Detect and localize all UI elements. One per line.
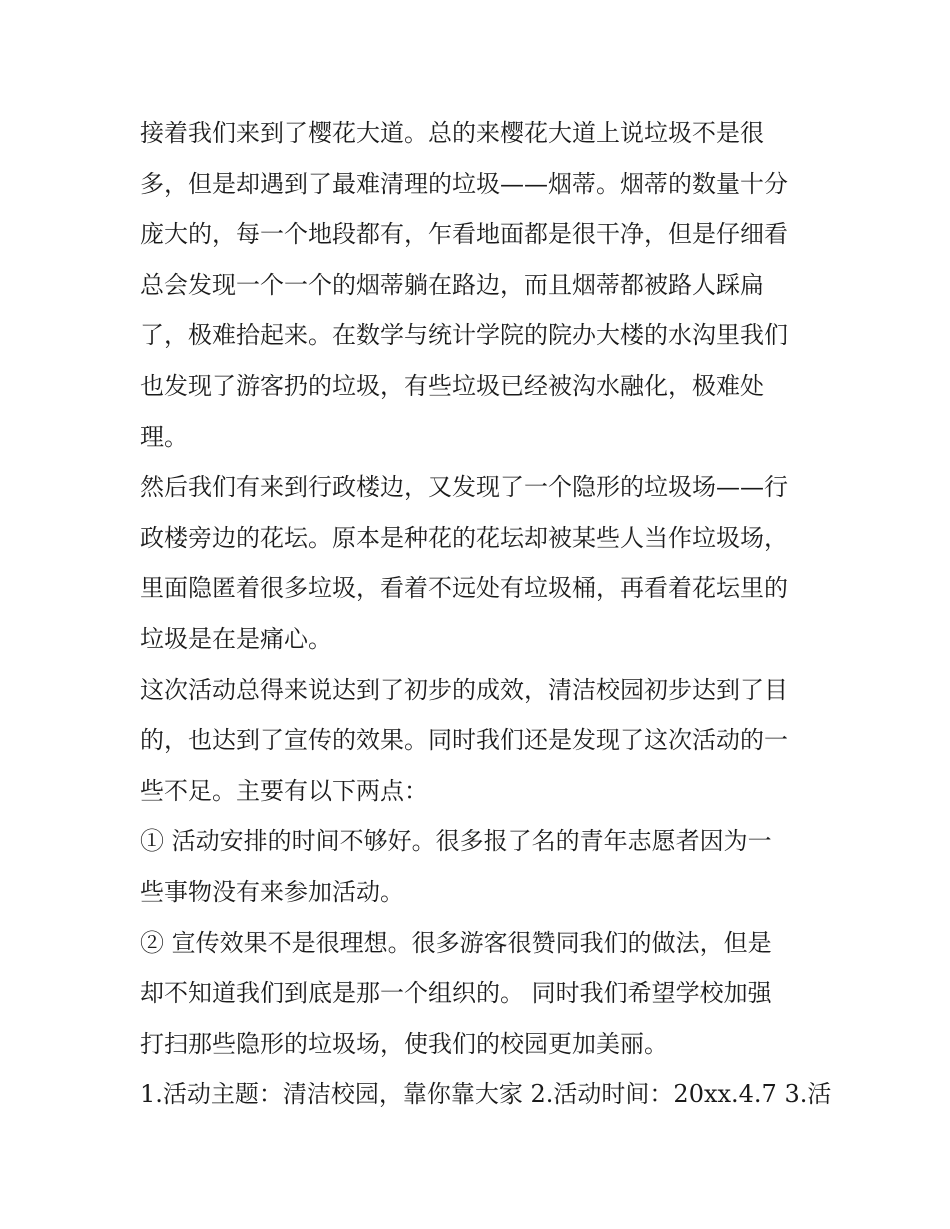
text-line: 接着我们来到了樱花大道。总的来樱花大道上说垃圾不是很 bbox=[140, 119, 764, 147]
text-line: 里面隐匿着很多垃圾，看着不远处有垃圾桶，再看着花坛里的 bbox=[140, 574, 788, 603]
text-line: 庞大的，每一个地段都有，乍看地面都是很干净，但是仔细看 bbox=[140, 220, 788, 249]
text-line: 也发现了游客扔的垃圾，有些垃圾已经被沟水融化，极难处 bbox=[140, 371, 764, 400]
text-line: 政楼旁边的花坛。原本是种花的花坛却被某些人当作垃圾场， bbox=[140, 523, 788, 552]
text-line: 垃圾是在是痛心。 bbox=[140, 624, 332, 653]
list-item-1: ① 活动安排的时间不够好。很多报了名的青年志愿者因为一 bbox=[140, 827, 772, 856]
text-line: 却不知道我们到底是那一个组织的。 同时我们希望学校加强 bbox=[140, 979, 772, 1008]
text-line: 总会发现一个一个的烟蒂躺在路边，而且烟蒂都被路人踩扁 bbox=[140, 270, 764, 299]
text-line: 了，极难拾起来。在数学与统计学院的院办大楼的水沟里我们 bbox=[140, 321, 788, 350]
list-item-2: ② 宣传效果不是很理想。很多游客很赞同我们的做法，但是 bbox=[140, 928, 772, 957]
activity-info-line: 1.活动主题：清洁校园，靠你靠大家 2.活动时间：20xx.4.7 3.活 bbox=[140, 1080, 832, 1109]
text-line: 的，也达到了宣传的效果。同时我们还是发现了这次活动的一 bbox=[140, 726, 788, 755]
text-line: 些不足。主要有以下两点： bbox=[140, 776, 428, 805]
text-line: 些事物没有来参加活动。 bbox=[140, 877, 404, 906]
text-line: 打扫那些隐形的垃圾场，使我们的校园更加美丽。 bbox=[140, 1029, 668, 1058]
text-line: 理。 bbox=[140, 422, 188, 451]
text-line: 然后我们有来到行政楼边，又发现了一个隐形的垃圾场——行 bbox=[140, 473, 788, 502]
document-body bbox=[140, 108, 832, 1120]
text-line: 这次活动总得来说达到了初步的成效，清洁校园初步达到了目 bbox=[140, 675, 788, 704]
text-line: 多，但是却遇到了最难清理的垃圾——烟蒂。烟蒂的数量十分 bbox=[140, 169, 788, 198]
